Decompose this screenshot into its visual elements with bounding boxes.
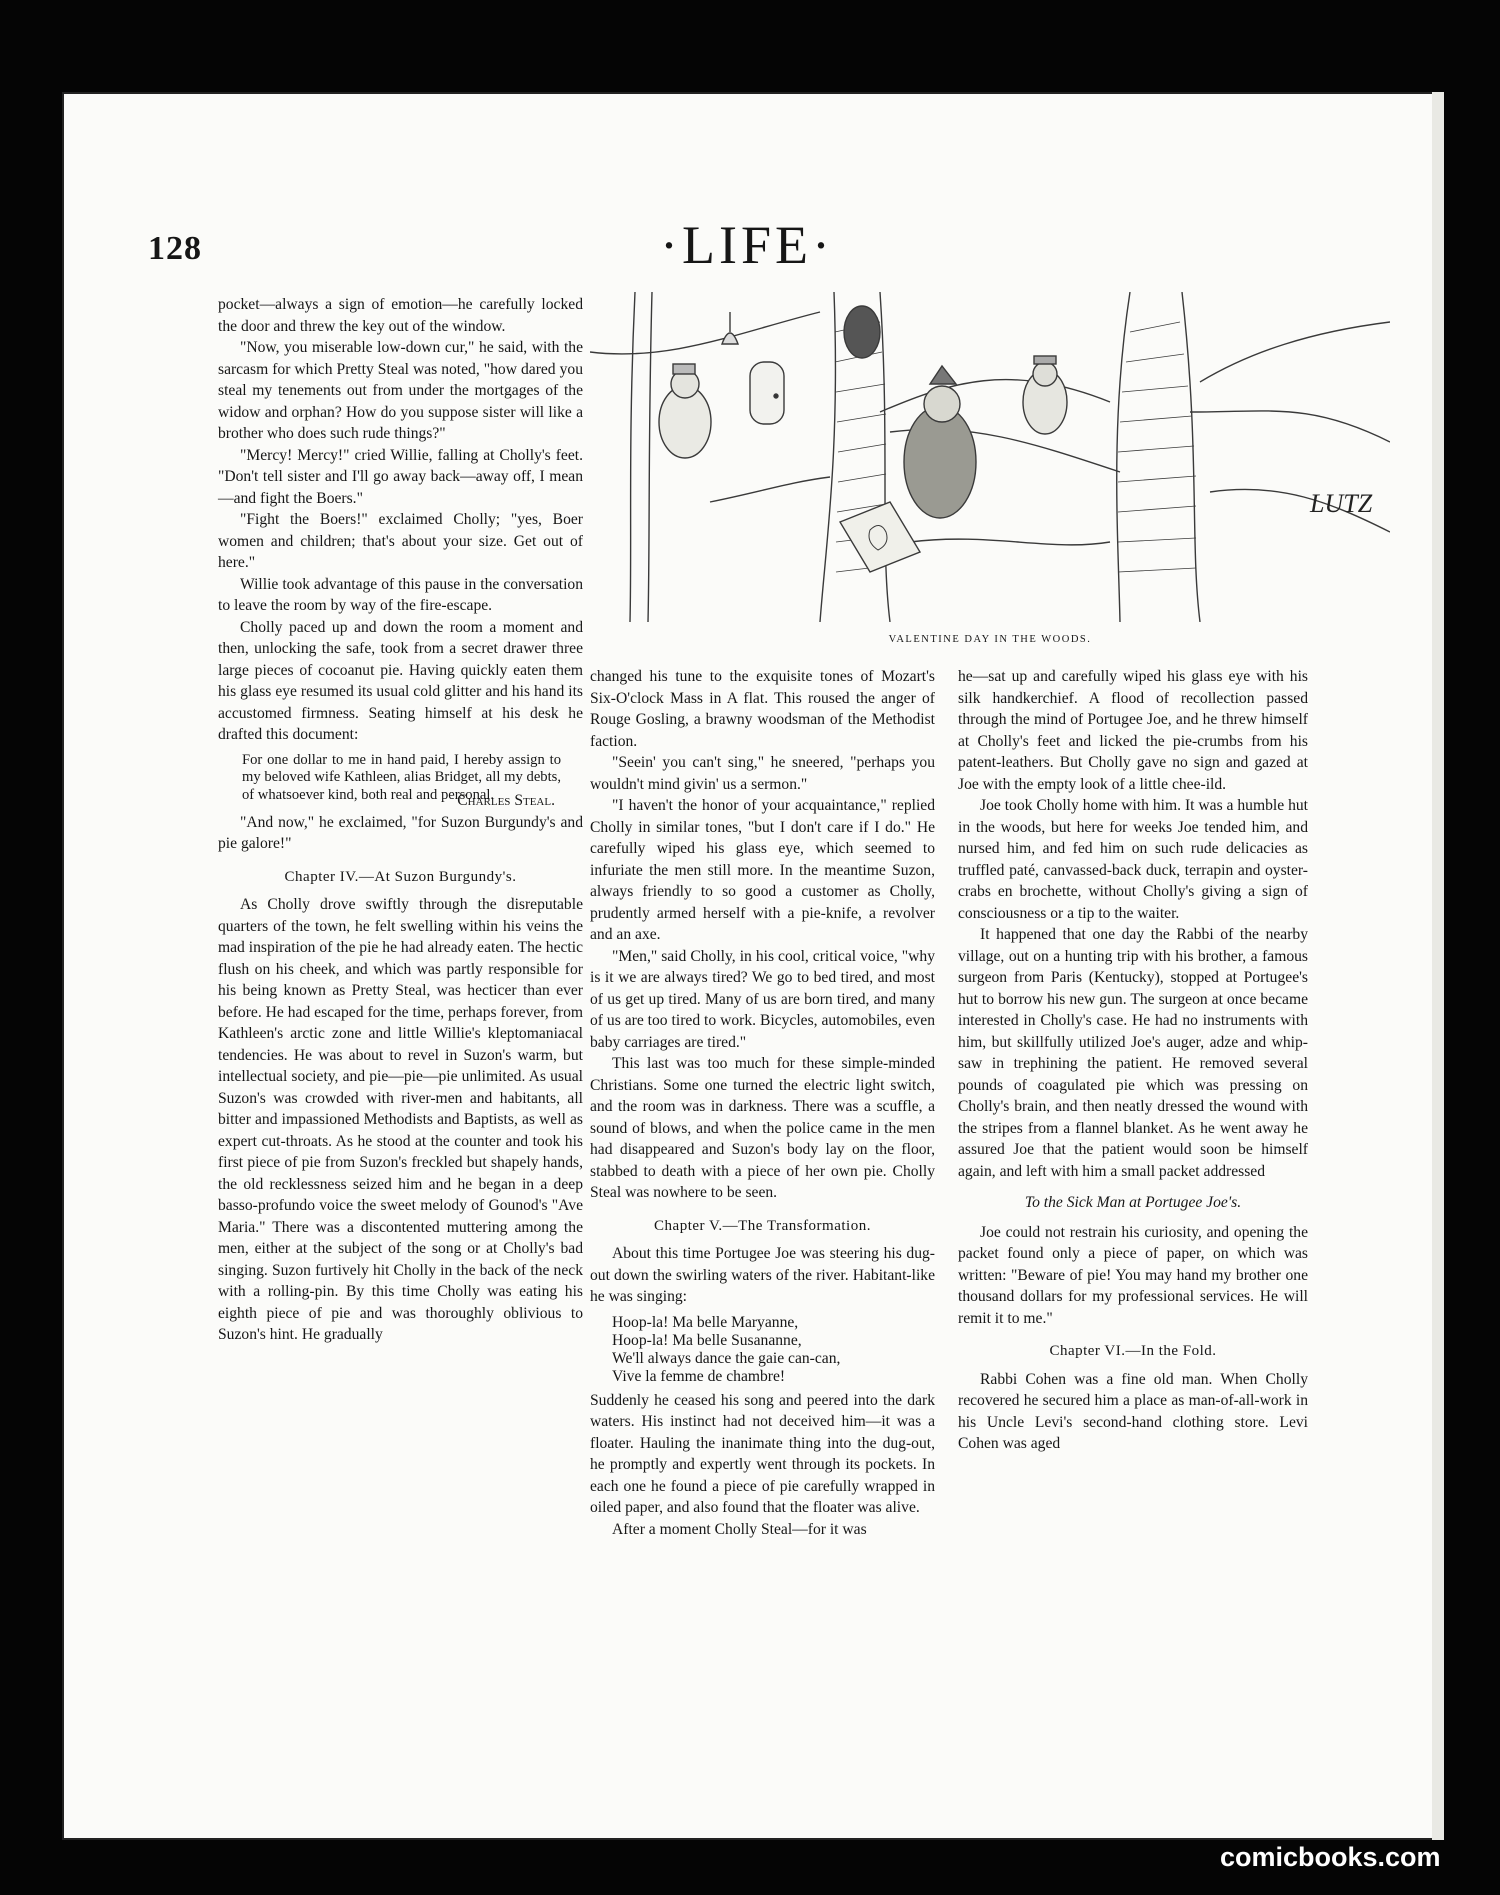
- column-2: [590, 666, 935, 1540]
- chapter-heading: Chapter IV.—At Suzon Burgundy's.: [284, 868, 517, 885]
- packet-address: To the Sick Man at Portugee Joe's.: [1024, 1194, 1242, 1211]
- paragraph: "Seein' you can't sing," he sneered, "perhaps you wouldn't mind givin' us a sermon.": [590, 754, 935, 793]
- paragraph: "Men," said Cholly, in his cool, critical voice, "why is it we are always tired? We go to bed tired, and most of us get up tired. Many of us are born tired, and many of us are too tired to work. Bicycles, automobiles, even baby carriages are tired.": [590, 947, 935, 1051]
- paragraph: After a moment Cholly Steal—for it was: [612, 1520, 867, 1538]
- paragraph: Joe could not restrain his curiosity, and opening the packet found only a piece of paper, on which was written: "Beware of pie! You may hand my brother one thousand dollars for my professional services. He will remit it to me.": [958, 1223, 1308, 1327]
- chapter-heading: Chapter V.—The Transformation.: [654, 1217, 871, 1234]
- verse-line: Hoop-la! Ma belle Maryanne,: [612, 1313, 799, 1331]
- site-watermark: comicbooks.com: [1220, 1842, 1441, 1872]
- paragraph: It happened that one day the Rabbi of the nearby village, out on a hunting trip with his brother, a famous surgeon from Paris (Kentucky), stopped at Portugee's hut to borrow his new gun. The surgeon at once became interested in Cholly's case. He had no instruments with him, but skillfully utilized Joe's auger, adze and whip-saw in trephining the patient. He removed several pounds of coagulated pie which was pressing on Cholly's brain, and then neatly dressed the wound with the stripes from a flannel blanket. As he went away he assured Joe that the patient would soon be himself again, and left with him a small packet addressed: [958, 926, 1308, 1180]
- artist-signature: LUTZ: [1310, 489, 1373, 518]
- paragraph: This last was too much for these simple-minded Christians. Some one turned the electric light switch, and the room was in darkness. There was a scuffle, a sound of blows, and when the police came in the men had disappeared and Suzon's body lay on the floor, stabbed to death with a piece of her own pie. Cholly Steal was nowhere to be seen.: [590, 1055, 935, 1201]
- paragraph: pocket—always a sign of emotion—he carefully locked the door and threw the key out of the window.: [218, 296, 583, 335]
- paragraph: Suddenly he ceased his song and peered into the dark waters. His instinct had not deceived him—it was a floater. Hauling the inanimate thing into the dug-out, he promptly and expertly went through its pockets. In each one he found a piece of pie carefully wrapped in oiled paper, and also found that the floater was alive.: [590, 1391, 935, 1516]
- column-1: [218, 294, 583, 1346]
- legal-document: For one dollar to me in hand paid, I hereby assign to my beloved wife Kathleen, alias Bridget, all my debts, of whatsoever kind, both real and personal.: [242, 751, 561, 803]
- paragraph: Rabbi Cohen was a fine old man. When Cholly recovered he secured him a place as man-of-all-work in his Uncle Levi's second-hand clothing store. Levi Cohen was aged: [958, 1370, 1308, 1452]
- document-signature: Charles Steal.: [457, 792, 555, 809]
- paragraph: "I haven't the honor of your acquaintance," replied Cholly in similar tones, "but I don't care if I do." He carefully wiped his glass eye, which seemed to infuriate the men still more. In the meantime Suzon, always friendly to so good a customer as Cholly, prudently armed herself with a pie-knife, a revolver and an axe.: [590, 797, 935, 943]
- chapter-heading: Chapter VI.—In the Fold.: [1049, 1343, 1217, 1359]
- valentine-illustration: [590, 292, 1390, 622]
- column-3: [958, 666, 1308, 1455]
- paragraph: he—sat up and carefully wiped his glass eye with his silk handkerchief. A flood of recollection passed through the mind of Portugee Joe, and he threw himself at Cholly's feet and licked the pie-crumbs from his patent-leathers. But Cholly gave no sign and gazed at Joe with the empty look of a little chee-ild.: [958, 668, 1308, 793]
- paragraph: Willie took advantage of this pause in the conversation to leave the room by way of the fire-escape.: [218, 575, 583, 614]
- paragraph: About this time Portugee Joe was steering his dug-out down the swirling waters of the river. Habitant-like he was singing:: [590, 1245, 935, 1305]
- paragraph: Cholly paced up and down the room a moment and then, unlocking the safe, took from a secret drawer three large pieces of cocoanut pie. Having quickly eaten them his glass eye resumed its usual cold glitter and his hand its accustomed firmness. Seating himself at his desk he drafted this document:: [218, 618, 583, 743]
- verse-line: We'll always dance the gaie can-can,: [612, 1349, 841, 1367]
- verse-line: Vive la femme de chambre!: [612, 1367, 786, 1385]
- paragraph: "And now," he exclaimed, "for Suzon Burgundy's and pie galore!": [218, 813, 583, 852]
- paragraph: "Fight the Boers!" exclaimed Cholly; "yes, Boer women and children; that's about your size. Get out of here.": [218, 511, 583, 571]
- adjacent-page-edge: [1432, 92, 1444, 1840]
- paragraph: As Cholly drove swiftly through the disreputable quarters of the town, he felt swelling within his veins the mad inspiration of the pie he had already eaten. The hectic flush on his cheek, and which was partly responsible for his being known as Pretty Steal, was hecticer than ever before. He had escaped for the time, perhaps forever, from Kathleen's arctic zone and little Willie's kleptomaniacal tendencies. He was about to revel in Suzon's warm, but intellectual society, and pie—pie—pie unlimited. As usual Suzon's was crowded with river-men and habitants, all bitter and impassioned Methodists and Baptists, as well as expert cut-throats. As he stood at the counter and took his first piece of pie from Suzon's freckled but shapely hands, the old recklessness seized him and he began in a deep basso-profundo voice the sweet melody of Gounod's "Ave Maria." There was a discontented muttering among the men, either at the subject of the song or at Cholly's bad singing. Suzon furtively hit Cholly in the back of the neck with a rolling-pin. By this time Cholly was eating his eighth piece of pie and was thoroughly oblivious to Suzon's hint. He gradually: [218, 896, 583, 1343]
- paragraph: changed his tune to the exquisite tones of Mozart's Six-O'clock Mass in A flat. This roused the anger of Rouge Gosling, a brawny woodsman of the Methodist faction.: [590, 668, 935, 750]
- paragraph: Joe took Cholly home with him. It was a humble hut in the woods, but here for weeks Joe tended him, and nursed him, and fed him on such rude delicacies as truffled paté, canvassed-back duck, terrapin and oyster-crabs en brochette, without Cholly's giving a sign of consciousness or a tip to the waiter.: [958, 797, 1308, 922]
- verse-line: Hoop-la! Ma belle Susananne,: [612, 1331, 802, 1349]
- illustration-caption: VALENTINE DAY IN THE WOODS.: [888, 634, 1092, 645]
- page-number: 128: [148, 230, 202, 267]
- paragraph: "Mercy! Mercy!" cried Willie, falling at Cholly's feet. "Don't tell sister and I'll go away back—away off, I mean—and fight the Boers.": [218, 446, 583, 507]
- paragraph: "Now, you miserable low-down cur," he said, with the sarcasm for which Pretty Steal was noted, "how dared you steal my tenements out from under the mortgages of the widow and orphan? How do you suppose sister will like a brother who does such rude things?": [218, 339, 583, 442]
- masthead-title: ·LIFE·: [660, 215, 834, 275]
- song-verse: [612, 1314, 935, 1386]
